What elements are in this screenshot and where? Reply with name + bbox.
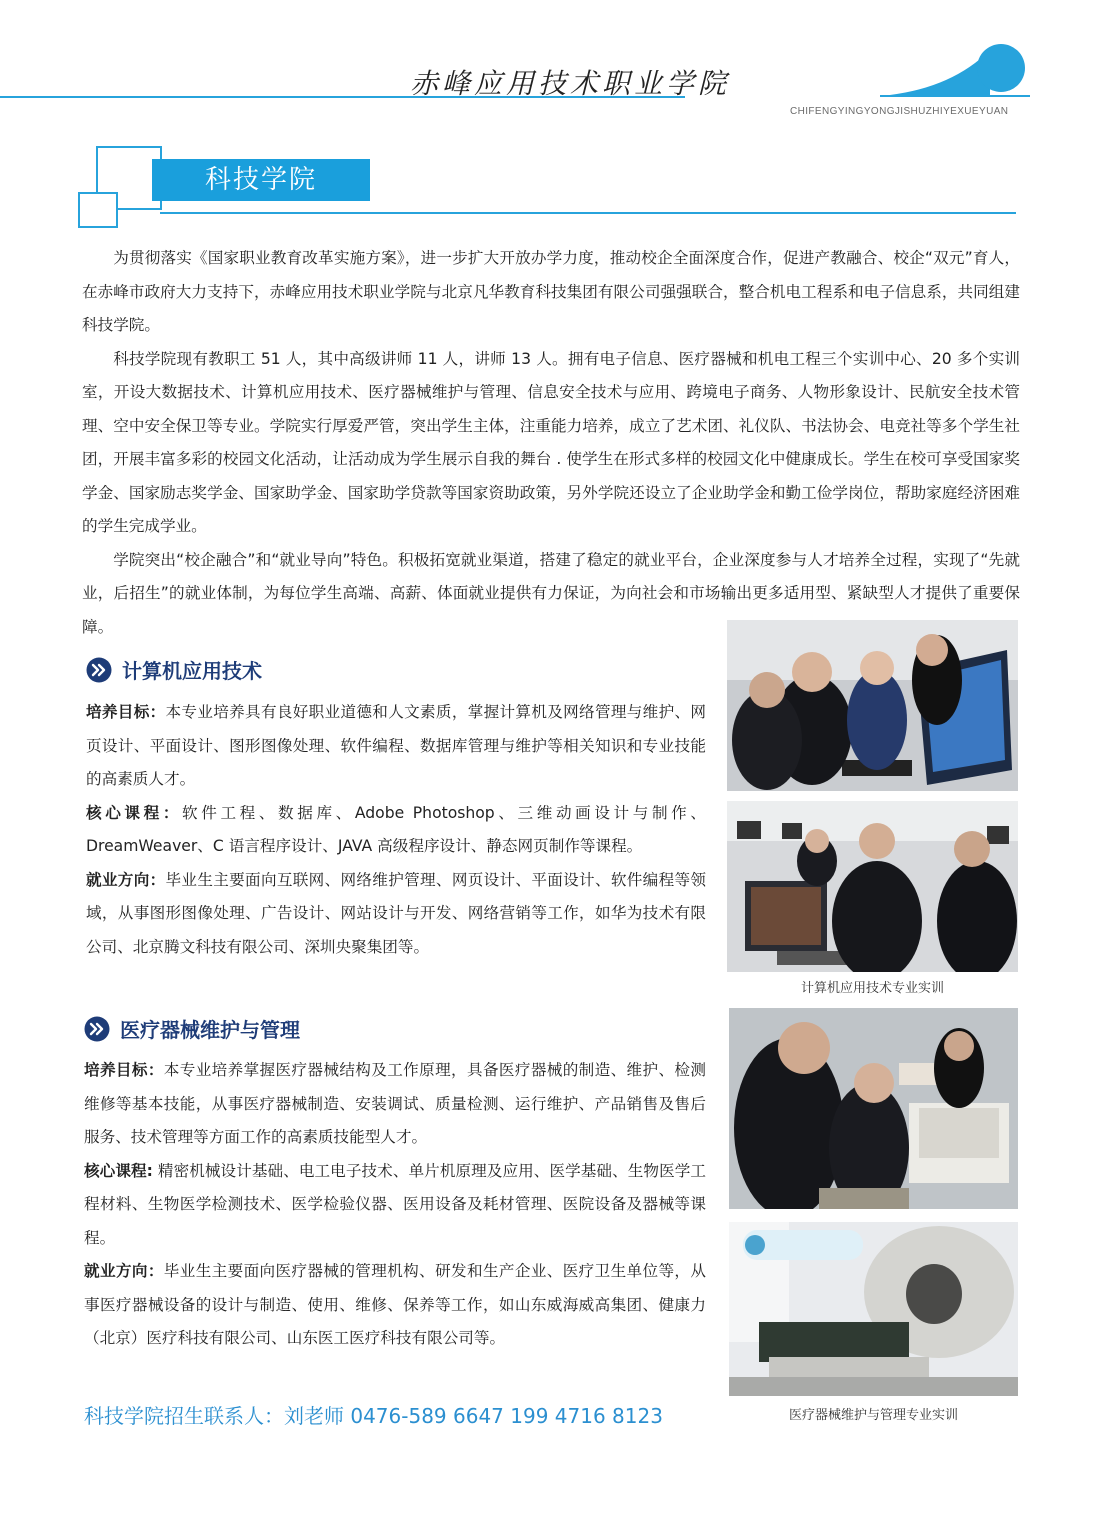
major-title: 医疗器械维护与管理	[120, 1018, 300, 1042]
goal-label: 培养目标：	[86, 703, 166, 721]
course-label: 核心课程:	[84, 1161, 153, 1180]
goal-label: 培养目标：	[84, 1061, 164, 1079]
banner-deco-square-small	[78, 192, 118, 228]
intro-paragraph-3: 学院突出“校企融合”和“就业导向”特色。积极拓宽就业渠道，搭建了稳定的就业平台，企业深度参与人才培养全过程，实现了“先就业，后招生”的就业体制，为每位学生高端、高薪、体面就业提供有力保证，为向社会和市场输出更多适用型、紧缺型人才提供了重要保障。	[82, 550, 1020, 636]
photo-medical-training-2	[729, 1222, 1018, 1396]
goal-text: 本专业培养掌握医疗器械结构及工作原理，具备医疗器械的制造、维护、检测维修等基本技能，从事医疗器械制造、安装调试、质量检测、运行维护、产品销售及售后服务、技术管理等方面工作的高素质技能型人才。	[84, 1061, 706, 1146]
course-text: 精密机械设计基础、电工电子技术、单片机原理及应用、医学基础、生物医学工程材料、生物医学检测技术、医学检验仪器、医用设备及耗材管理、医院设备及器械等课程。	[84, 1161, 706, 1247]
major-heading-computer	[86, 655, 262, 684]
job-label: 就业方向：	[84, 1262, 164, 1280]
photo-medical-training-1	[729, 1008, 1018, 1209]
job-label: 就业方向：	[86, 870, 166, 889]
header-logo-swoosh	[880, 44, 1030, 100]
double-chevron-icon	[86, 657, 112, 683]
photo-caption-medical: 医疗器械维护与管理专业实训	[788, 1408, 958, 1423]
major-body-computer	[86, 696, 706, 964]
section-title: 科技学院	[152, 159, 370, 201]
school-pinyin: CHIFENGYINGYONGJISHUZHIYEXUEYUAN	[790, 106, 1009, 117]
school-name: 赤峰应用技术职业学院	[410, 67, 731, 100]
major-title: 计算机应用技术	[122, 659, 262, 683]
photo-caption-computer: 计算机应用技术专业实训	[800, 981, 944, 996]
major-heading-medical	[84, 1014, 300, 1043]
course-label: 核心课程：	[86, 803, 183, 822]
goal-text: 本专业培养具有良好职业道德和人文素质，掌握计算机及网络管理与维护、网页设计、平面设计、图形图像处理、软件编程、数据库管理与维护等相关知识和专业技能的高素质人才。	[86, 703, 706, 788]
admission-contact: 科技学院招生联系人：刘老师 0476-589 6647 199 4716 8123	[84, 1404, 663, 1428]
course-text: 软件工程、数据库、Adobe Photoshop、三维动画设计与制作、DreamWeaver、C 语言程序设计、JAVA 高级程序设计、静态网页制作等课程。	[86, 803, 706, 855]
job-text: 毕业生主要面向互联网、网络维护管理、网页设计、平面设计、软件编程等领域，从事图形图像处理、广告设计、网站设计与开发、网络营销等工作，如华为技术有限公司、北京腾文科技有限公司、深圳央聚集团等。	[86, 870, 706, 956]
intro-paragraph-2: 科技学院现有教职工 51 人，其中高级讲师 11 人，讲师 13 人。拥有电子信息、医疗器械和机电工程三个实训中心、20 多个实训室，开设大数据技术、计算机应用技术、医疗器械维护与管理、信息安全技术与应用、跨境电子商务、人物形象设计、民航安全技术管理、空中安全保卫等专业。学院实行厚爱严管，突出学生主体，注重能力培养，成立了艺术团、礼仪队、书法协会、电竞社等多个学生社团，开展丰富多彩的校园文化活动，让活动成为学生展示自我的舞台 . 使学生在形式多样的校园文化中健康成长。学生在校可享受国家奖学金、国家励志奖学金、国家助学金、国家助学贷款等国家资助政策，另外学院还设立了企业助学金和勤工俭学岗位，帮助家庭经济困难的学生完成学业。	[82, 349, 1020, 535]
banner-rule	[160, 212, 1016, 214]
photo-computer-training-2	[727, 801, 1018, 972]
photo-computer-training-1	[727, 620, 1018, 791]
double-chevron-icon	[84, 1016, 110, 1042]
major-body-medical	[84, 1054, 706, 1356]
intro-paragraph-1: 为贯彻落实《国家职业教育改革实施方案》，进一步扩大开放办学力度，推动校企全面深度合作，促进产教融合、校企“双元”育人，在赤峰市政府大力支持下，赤峰应用技术职业学院与北京凡华教育科技集团有限公司强强联合，整合机电工程系和电子信息系，共同组建科技学院。	[82, 249, 1020, 334]
intro-text	[82, 242, 1020, 644]
job-text: 毕业生主要面向医疗器械的管理机构、研发和生产企业、医疗卫生单位等，从事医疗器械设备的设计与制造、使用、维修、保养等工作，如山东威海威高集团、健康力（北京）医疗科技有限公司、山东医工医疗科技有限公司等。	[84, 1262, 706, 1347]
